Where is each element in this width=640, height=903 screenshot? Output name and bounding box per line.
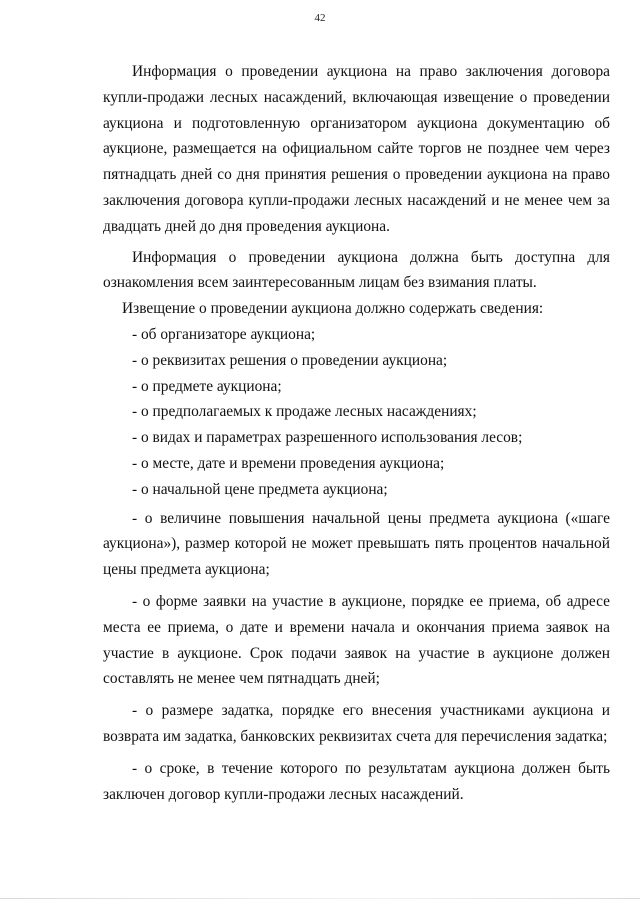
list-item: - о размере задатка, порядке его внесения участниками аукциона и возврата им задатка, банковских реквизитах счета для перечисления задатка; [103, 702, 610, 745]
list-item: - о месте, дате и времени проведения аукциона; [132, 454, 445, 472]
paragraph-info-access: Информация о проведении аукциона должна быть доступна для ознакомления всем заинтересованным лицам без взимания платы. [103, 248, 610, 292]
list-item: - о сроке, в течение которого по результатам аукциона должен быть заключен договор купли-продажи лесных насаждений. [103, 759, 610, 803]
document-body [103, 59, 610, 807]
page-number: 42 [314, 12, 326, 24]
list-item: - о величине повышения начальной цены предмета аукциона («шаге аукциона»), размер которой не может превышать пять процентов начальной цены предмета аукциона; [103, 509, 610, 579]
scan-edge-line [0, 898, 640, 899]
list-item: - о предмете аукциона; [132, 377, 282, 395]
list-item: - о видах и параметрах разрешенного использования лесов; [132, 429, 523, 447]
list-item: - об организаторе аукциона; [132, 325, 316, 343]
list-item: - о начальной цене предмета аукциона; [132, 480, 388, 498]
paragraph-info-publication: Информация о проведении аукциона на право заключения договора купли-продажи лесных насаждений, включающая извещение о проведении аукциона и подготовленную организатором аукциона документацию об аукционе, размещается на официальном сайте торгов не позднее чем через пятнадцать дней со дня принятия решения о проведении аукциона на право заключения договора купли-продажи лесных насаждений и не менее чем за двадцать дней до дня проведения аукциона. [103, 63, 610, 235]
list-item: - о реквизитах решения о проведении аукциона; [132, 351, 448, 369]
list-item: - о форме заявки на участие в аукционе, порядке ее приема, об адресе места ее приема, о дате и времени начала и окончания приема заявок на участие в аукционе. Срок подачи заявок на участие в аукционе должен составлять не менее чем пятнадцать дней; [103, 592, 610, 688]
list-item: - о предполагаемых к продаже лесных насаждениях; [132, 403, 477, 421]
paragraph-notice-intro: Извещение о проведении аукциона должно содержать сведения: [122, 300, 544, 318]
